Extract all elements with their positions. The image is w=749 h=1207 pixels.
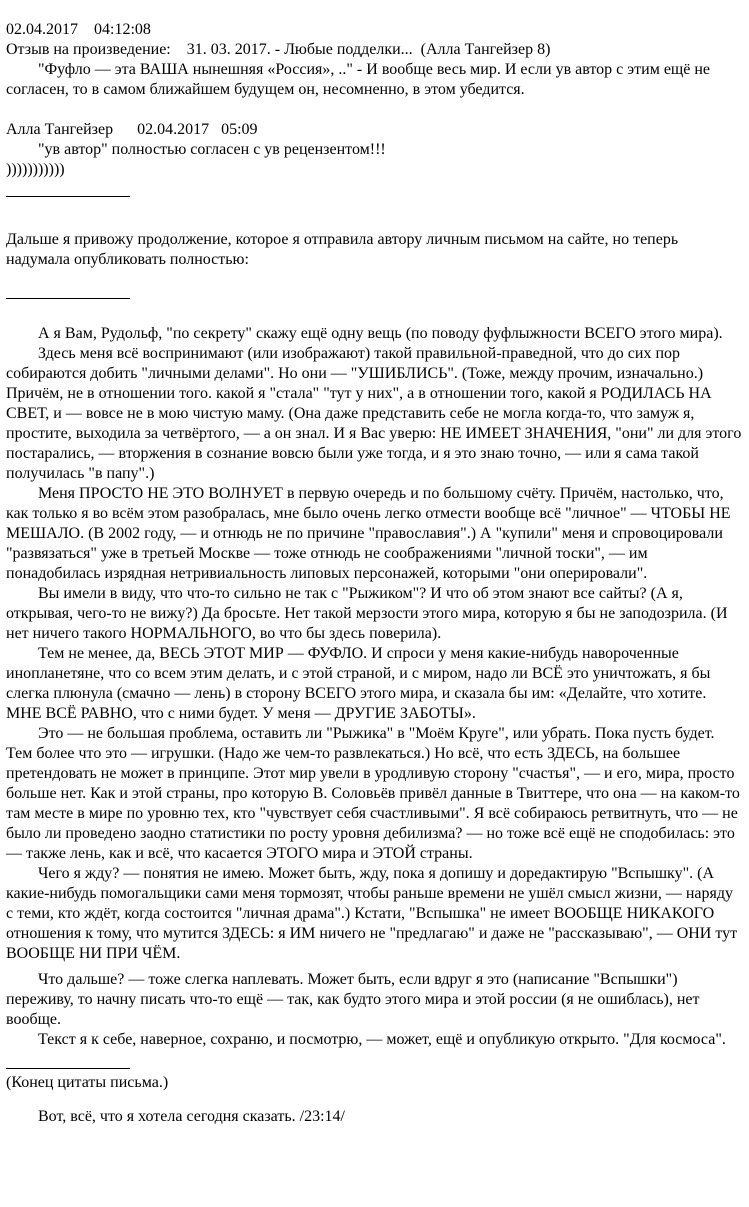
letter-paragraph: Чего я жду? — понятия не имею. Может быть, жду, пока я допишу и доредактирую "Вспышку". (А какие-нибудь помогальщики сами меня тормозят, чтобы раньше времени не ушёл смысл жизни, — наряду с теми, кто ждёт, когда состоится "личная драма".) Кстати, "Вспышка" не имеет ВООБЩЕ НИКАКОГО отношения к тому, что мутится ЗДЕСЬ: я ИМ ничего не "предлагаю" и даже не "рассказываю", — ОНИ тут ВООБЩЕ НИ ПРИ ЧЁМ.	[6, 865, 738, 962]
review-subject: Отзыв на произведение: 31. 03. 2017. - Любые подделки... (Алла Тангейзер 8)	[6, 41, 551, 58]
closing-text: Вот, всё, что я хотела сегодня сказать. /23:14/	[38, 1108, 345, 1125]
letter-paragraph: Здесь меня всё воспринимают (или изображают) такой правильной-праведной, что до сих пор собираются добить "личными делами". Но они — "УШИБЛИСЬ". (Тоже, между прочим, изначально.) Причём, не в отношении того. какой я "стала" "тут у них", а в отношении того, какой я РОДИЛАСЬ НА СВЕТ, и — вовсе не в мою чистую маму. (Она даже представить себе не могла когда-то, что замуж я, простите, выходила за четвёртого, — а он знал. И я Вас уверю: НЕ ИМЕЕТ ЗНАЧЕНИЯ, "они" ли для этого постарались, — вторжения в сознание вовсю были уже тогда, и я это знаю точно, — или я сама такой получилась "в папу".)	[6, 345, 742, 482]
intro-text: Дальше я привожу продолжение, которое я отправила автору личным письмом на сайте, но теперь надумала опубликовать полностью:	[6, 231, 679, 268]
reply-header: Алла Тангейзер 02.04.2017 05:09	[6, 121, 258, 138]
letter-paragraph: Текст я к себе, наверное, сохраню, и посмотрю, — может, ещё и опубликую открыто. "Для космоса".	[38, 1031, 726, 1048]
letter-paragraph: Тем не менее, да, ВЕСЬ ЭТОТ МИР — ФУФЛО. И спроси у меня какие-нибудь навороченные инопланетяне, что со всем этим делать, и с этой страной, и с миром, надо ли ВСЁ это уничтожать, я бы слегка плюнула (смачно — лень) в сторону ВСЕГО этого мира, и сказала бы им: «Делайте, что хотите. МНЕ ВСЁ РАВНО, что с ними будет. У меня — ДРУГИЕ ЗАБОТЫ».	[6, 645, 711, 722]
reply-parens: )))))))))))	[6, 161, 65, 178]
letter-body	[6, 324, 743, 1050]
letter-paragraph: А я Вам, Рудольф, "по секрету" скажу ещё одну вещь (по поводу фуфлыжности ВСЕГО этого мира).	[38, 325, 723, 342]
review-text: "Фуфло — эта ВАША нынешняя «Россия», .." - И вообще весь мир. И если ув автор с этим ещё не согласен, то в самом ближайшем будущем он, несомненно, в этом убедится.	[6, 61, 710, 98]
end-quote: (Конец цитаты письма.)	[6, 1074, 169, 1091]
review-header: 02.04.2017 04:12:08	[6, 21, 151, 38]
letter-paragraph: Что дальше? — тоже слегка наплевать. Может быть, если вдруг я это (написание "Вспышки") переживу, то начну писать что-то ещё — так, как будто этого мира и этой россии (я не ошиблась), нет вообще.	[6, 971, 700, 1028]
reply-text: "ув автор" полностью согласен с ув рецензентом!!!	[38, 141, 386, 158]
letter-paragraph: Вы имели в виду, что что-то сильно не так с "Рыжиком"? И что об этом знают все сайты? (А я, открывая, чего-то не вижу?) Да бросьте. Нет такой мерзости этого мира, которую я бы не заподозрила. (И нет ничего такого НОРМАЛЬНОГО, во что бы здесь поверила).	[6, 585, 728, 642]
letter-paragraph: Меня ПРОСТО НЕ ЭТО ВОЛНУЕТ в первую очередь и по большому счёту. Причём, настолько, что, как только я во всём этом разобралась, мне было очень легко отмести вообще всё "личное" — ЧТОБЫ НЕ МЕШАЛО. (В 2002 году, — и отнюдь не по причине "православия".) А "купили" меня и спровоцировали "развязаться" уже в третьей Москве — тоже отнюдь не соображениями "личной тоски", — им понадобилась изрядная нетривиальность липовых персонажей, которыми "они оперировали".	[6, 485, 731, 582]
letter-paragraph: Это — не большая проблема, оставить ли "Рыжика" в "Моём Круге", или убрать. Пока пусть будет. Тем более что это — игрушки. (Надо же чем-то развлекаться.) Но всё, что есть ЗДЕСЬ, на большее претендовать не может в принципе. Этот мир увели в уродливую сторону "счастья", — и его, мира, просто больше нет. Как и этой страны, про которую В. Соловьёв привёл данные в Твиттере, что она — на каком-то там месте в мире по уровню тех, кто "чувствует себя счастливыми". Я всё собираюсь ретвитнуть, что — не было ли проведено заодно статистики по росту уровня дебилизма? — но тоже всё ещё не сподобилась: это — также лень, как и всё, что касается ЭТОГО мира и ЭТОЙ страны.	[6, 725, 740, 862]
